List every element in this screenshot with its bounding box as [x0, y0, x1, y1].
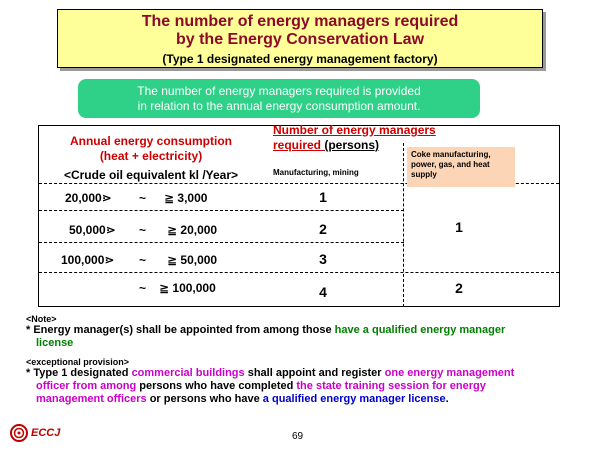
exception-p11: .: [445, 393, 449, 405]
exception-p7: the state training session for energy: [296, 380, 486, 392]
col3-header: Coke manufacturing, power, gas, and heat supply: [407, 147, 515, 187]
exception-body: [26, 367, 586, 406]
title-subtitle: (Type 1 designated energy management factory): [162, 52, 438, 66]
note-text-green-2: license: [36, 337, 74, 349]
col1-header-unit: <Crude oil equivalent kl /Year>: [63, 168, 239, 182]
col2-header-line1: Number of energy managers: [273, 123, 436, 137]
summary-box: [78, 79, 480, 118]
exception-line-1: [26, 367, 586, 380]
col2-header-persons: (persons): [324, 138, 380, 152]
exception-line-3: [26, 393, 586, 406]
summary-line-1: The number of energy managers required is provided: [137, 84, 421, 98]
row4-manufacturing: 4: [319, 284, 327, 300]
coke-value-top: 1: [455, 219, 463, 235]
energy-manager-table: [38, 125, 560, 307]
row3-tilde: ~: [139, 253, 147, 267]
exception-p1: * Type 1 designated: [26, 367, 132, 379]
exception-p2: commercial buildings: [131, 367, 245, 379]
row1-from: 20,000⋗: [65, 191, 112, 205]
row-divider-2: [39, 242, 404, 243]
exception-p5: officer from among: [36, 380, 137, 392]
row1-manufacturing: 1: [319, 189, 327, 205]
exception-tag: <exceptional provision>: [26, 357, 130, 367]
row4-tilde: ~: [139, 281, 147, 295]
exception-p9: or persons who have: [146, 393, 263, 405]
col1-header-line2: (heat + electricity): [99, 149, 203, 163]
row2-from: 50,000⋗: [69, 223, 116, 237]
row3-manufacturing: 3: [319, 251, 327, 267]
eccj-logo-text: ECCJ: [31, 427, 61, 439]
notes-section: [26, 314, 586, 406]
exception-line-2: [26, 380, 586, 393]
coke-value-bottom: 2: [455, 280, 463, 296]
note-tag: <Note>: [26, 314, 57, 324]
exception-p4: one energy management: [384, 367, 515, 379]
title-box: [57, 9, 543, 68]
col2-subheader: Manufacturing, mining: [273, 168, 359, 177]
summary-line-2: in relation to the annual energy consumption amount.: [137, 99, 421, 113]
col1-header: [61, 134, 241, 183]
col2-header-required: required: [273, 138, 322, 152]
row1-to: ≧ 3,000: [164, 191, 208, 205]
note-body: [26, 324, 586, 350]
col1-header-line1: Annual energy consumption: [69, 134, 232, 148]
row2-to: ≧ 20,000: [167, 223, 218, 237]
title-line-2: by the Energy Conservation Law: [175, 31, 425, 48]
eccj-logo-icon: [10, 424, 28, 442]
row3-to: ≧ 50,000: [167, 253, 218, 267]
note-text-green: have a qualified energy manager: [334, 324, 506, 336]
row-divider-1: [39, 210, 404, 211]
page-number: 69: [292, 431, 304, 442]
column-divider: [403, 143, 404, 307]
exception-p10: a qualified energy manager license: [262, 393, 446, 405]
note-text: * Energy manager(s) shall be appointed from among those: [26, 324, 335, 336]
row3-from: 100,000⋗: [61, 253, 115, 267]
row2-tilde: ~: [139, 223, 147, 237]
row4-to: ≧ 100,000: [159, 281, 216, 295]
row2-manufacturing: 2: [319, 221, 327, 237]
exception-p6: persons who have completed: [136, 380, 297, 392]
exception-p8: management officers: [36, 393, 147, 405]
exception-p3: shall appoint and register: [244, 367, 385, 379]
row1-tilde: ~: [139, 191, 147, 205]
row-divider-3: [39, 272, 559, 273]
eccj-logo: [10, 424, 60, 442]
title-line-1: The number of energy managers required: [141, 13, 459, 30]
